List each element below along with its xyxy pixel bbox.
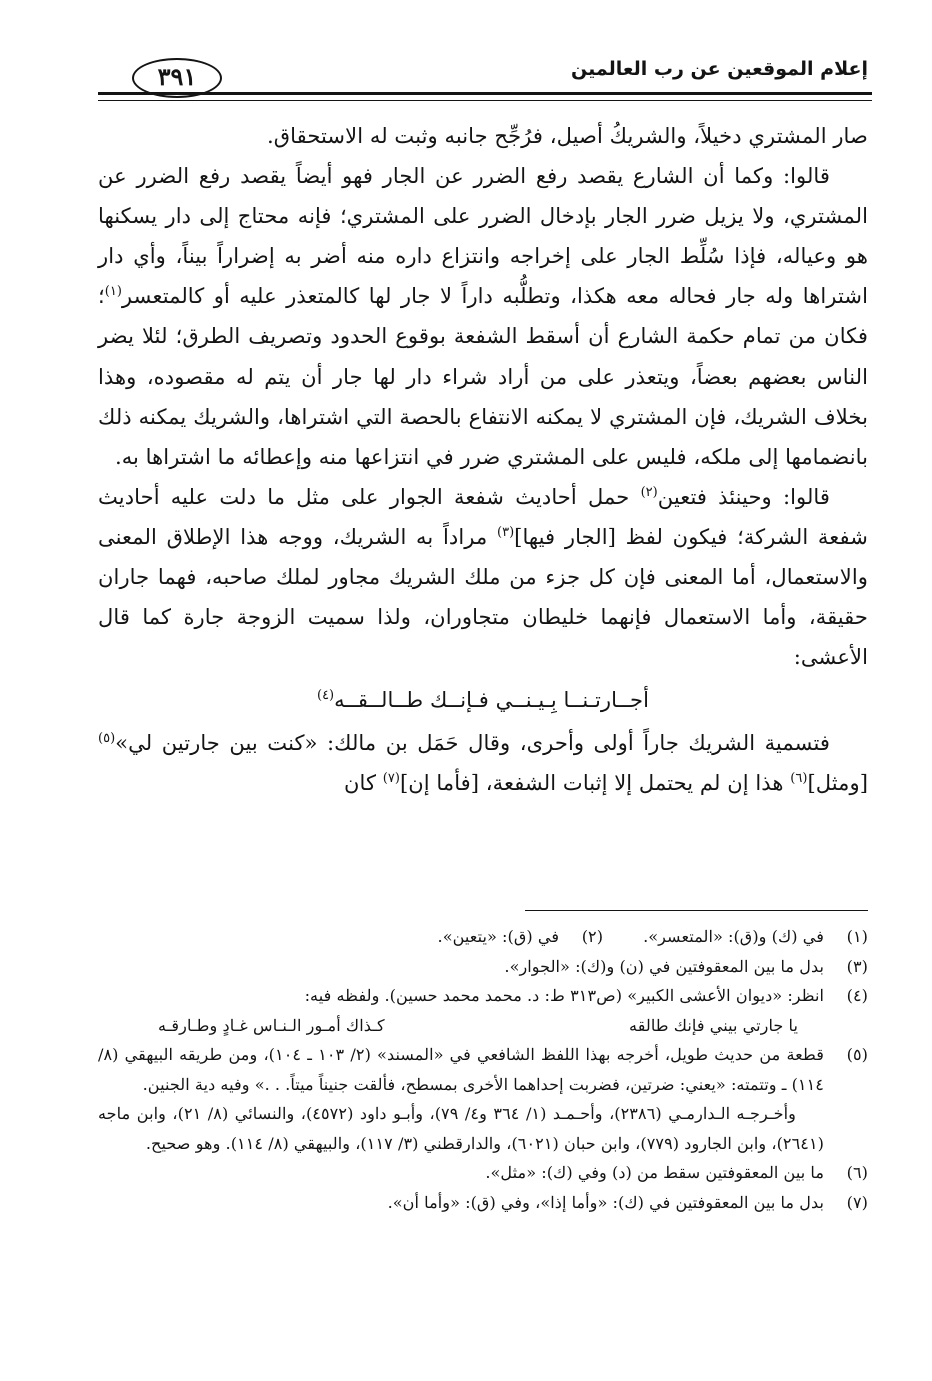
- verse-text: أجــارتـنــا بِـيـنــي فـإنــك طــالــقــه: [334, 687, 650, 713]
- footnote-ref-4[interactable]: (٤): [316, 688, 335, 704]
- footnote-2-text: في (ق): «يتعين».: [437, 927, 560, 946]
- footnote-1-number: (١): [846, 927, 868, 946]
- footnote-ref-3[interactable]: (٣): [497, 524, 515, 540]
- footnote-5-text: قطعة من حديث طويل، أخرجه بهذا اللفظ الشافعي في «المسند» (٢/ ١٠٣ ـ ١٠٤)، ومن طريقه البيهقي (٨/ ١١٤) ـ وتتمته: «يعني: ضرتين، فضربت إحداهما الأخرى بمسطح، فألقت جنيناً ميتاً. . .» وفيه دية الجنين.: [98, 1045, 825, 1094]
- header-rule-thin: [98, 100, 872, 101]
- footnote-7: [98, 1188, 868, 1218]
- footnote-ref-5[interactable]: (٥): [98, 731, 116, 747]
- footnote-6-number: (٦): [846, 1163, 868, 1182]
- footnote-4-poem: [98, 1011, 868, 1041]
- paragraph-3-text-c: مراداً به الشريك، ووجه هذا الإطلاق المعنى والاستعمال، أما المعنى فإن كل جزء من ملك الشريك مجاور لملك صاحبه، فهما جاران حقيقة، وأما الاستعمال فإنهما خليطان متجاوران، ولذا سميت الزوجة جارة كما قال الأعشى:: [98, 523, 868, 670]
- paragraph-2-text-a: قالوا: وكما أن الشارع يقصد رفع الضرر عن الجار فهو أيضاً يقصد رفع الضرر عن المشتري، ولا يزيل ضرر الجار بإدخال الضرر على المشتري؛ فإنه محتاج إلى دار يسكنها هو وعياله، فإذا سُلِّط الجار على إخراجه وانتزاع داره منه أضر به إضراراً بيناً، وأي دار اشتراها وله جار فحاله معه هكذا، وتطلُّبه داراً لا جار لها كالمتعذر عليه أو كالمتعسر: [98, 163, 868, 309]
- footnote-5: [98, 1040, 868, 1099]
- footnote-7-number: (٧): [846, 1192, 868, 1212]
- footnote-7-text: بدل ما بين المعقوفتين في (ك): «وأما إذا»، وفي (ق): «وأما أن».: [387, 1192, 824, 1212]
- footnote-3: [98, 952, 868, 982]
- paragraph-4: [98, 723, 868, 803]
- footnote-3-number: (٣): [846, 956, 868, 976]
- footnote-4-number: (٤): [846, 986, 868, 1005]
- footnote-1: [643, 922, 868, 952]
- paragraph-3-text-b: حمل أحاديث شفعة الجوار على مثل ما دلت عليه أحاديث شفعة الشركة؛ فيكون لفظ [الجار فيها]: [98, 483, 868, 549]
- footnote-row-1-2: [98, 922, 868, 952]
- footnote-4-hemistich-1: يا جارتي بيني فإنك طالقه: [629, 1015, 798, 1035]
- footnote-4-hemistich-2: كـذاك أمـور الـنـاس غـادٍ وطـارقـه: [158, 1015, 385, 1035]
- footnote-ref-2[interactable]: (٢): [640, 484, 658, 500]
- header-rule-thick: [98, 92, 872, 95]
- footnote-2: [438, 922, 604, 952]
- footnote-separator: [525, 910, 868, 911]
- footnote-4-text: انظر: «ديوان الأعشى الكبير» (ص٣١٣ ط: د. محمد محمد حسين). ولفظه فيه:: [304, 986, 824, 1005]
- footnote-ref-6[interactable]: (٦): [790, 771, 808, 787]
- footnote-2-number: (٢): [581, 927, 604, 946]
- footnotes: [98, 922, 868, 1217]
- paragraph-3-text-a: قالوا: وحينئذ فتعين: [657, 483, 830, 509]
- verse-line: [98, 677, 868, 723]
- running-header-title: إعلام الموقعين عن رب العالمين: [571, 58, 868, 80]
- paragraph-2: [98, 156, 868, 477]
- paragraph-1: [98, 116, 868, 156]
- footnote-6: [98, 1158, 868, 1188]
- paragraph-4-text-a: فتسمية الشريك جاراً أولى وأحرى، وقال حَمَل بن مالك: «كنت بين جارتين لي»: [115, 730, 830, 756]
- footnote-ref-7[interactable]: (٧): [382, 771, 400, 787]
- paragraph-1-text: صار المشتري دخيلاً، والشريكُ أصيل، فرُجِّح جانبه وثبت له الاستحقاق.: [266, 123, 868, 148]
- footnote-5-continuation: وأخـرجـه الـدارمـي (٢٣٨٦)، وأحـمـد (١/ ٣٦٤ و٤/ ٧٩)، وأبـو داود (٤٥٧٢)، والنسائي (٨/ ٢١)، وابن ماجه (٢٦٤١)، وابن الجارود (٧٧٩)، وابن حبان (٦٠٢١)، والدارقطني (٣/ ١١٧)، والبيهقي (٨/ ١١٤). وهو صحيح.: [98, 1104, 824, 1153]
- footnote-ref-1[interactable]: (١): [104, 284, 122, 300]
- footnote-6-text: ما بين المعقوفتين سقط من (د) وفي (ك): «مثل».: [485, 1163, 824, 1182]
- footnote-1-text: في (ك) و(ق): «المتعسر».: [643, 927, 824, 946]
- paragraph-4-text-c: هذا إن لم يحتمل إلا إثبات الشفعة، [فأما إن]: [399, 770, 791, 796]
- paragraph-3: [98, 477, 868, 677]
- footnote-4: [98, 981, 868, 1011]
- footnote-5-number: (٥): [846, 1045, 868, 1064]
- paragraph-4-text-d: كان: [343, 770, 383, 796]
- paragraph-4-text-b: [ومثل]: [807, 770, 868, 796]
- footnote-3-text: بدل ما بين المعقوفتين في (ن) و(ك): «الجوار».: [504, 956, 824, 976]
- paragraph-2-text-b: ؛ فكان من تمام حكمة الشارع أن أسقط الشفعة بوقوع الحدود وتصريف الطرق؛ لئلا يضر الناس بعضهم بعضاً، ويتعذر على من أراد شراء دار لها جار أن يتم له مقصوده، وهذا بخلاف الشريك، فإن المشتري لا يمكنه الانتفاع بالحصة التي اشتراها، والشريك يمكنه ذلك بانضمامها إلى ملكه، فليس على المشتري ضرر في انتزاعها منه وإعطائه ما اشتراها به.: [98, 283, 868, 469]
- page-number: ٣٩١: [132, 58, 222, 98]
- main-text: [98, 116, 868, 804]
